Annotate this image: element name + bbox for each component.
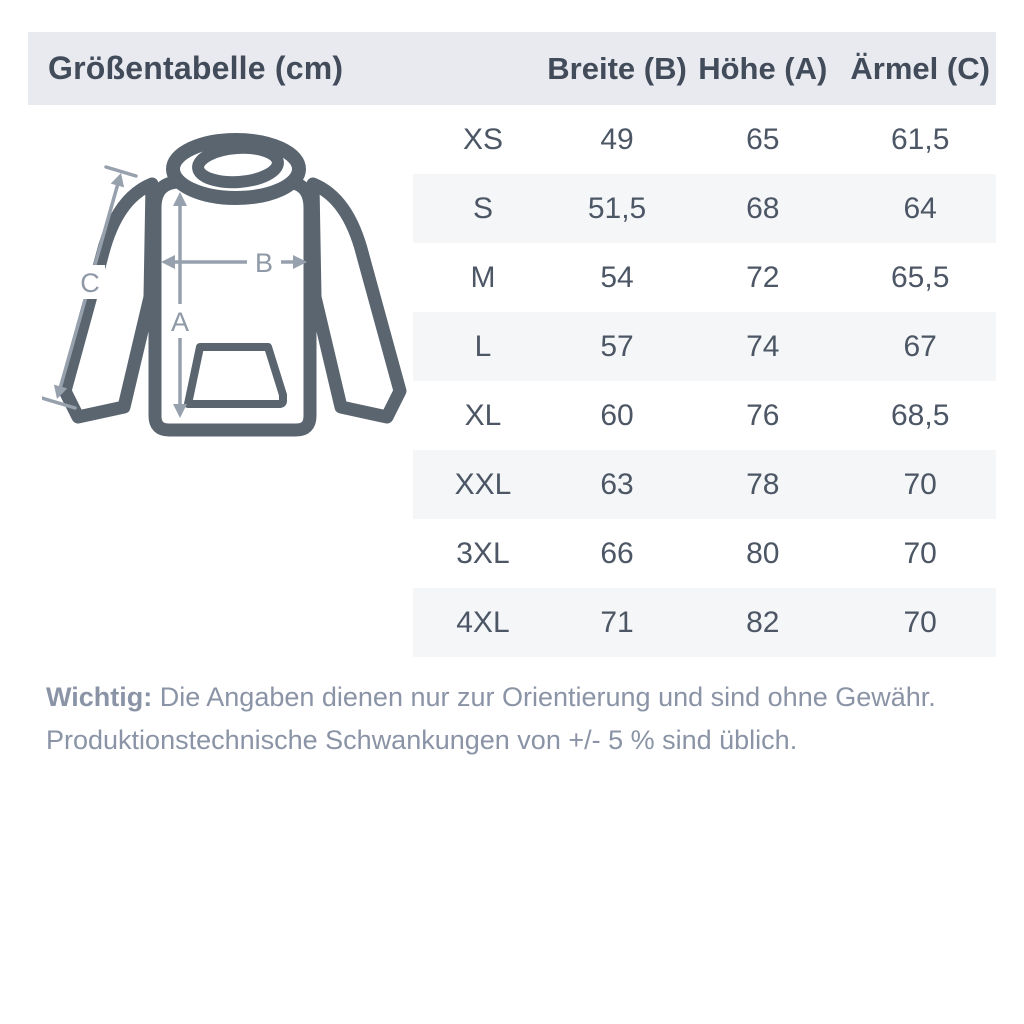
breite-value: 57: [600, 329, 634, 363]
hoehe-value: 65: [746, 122, 780, 156]
size-chart-header-band: [28, 32, 996, 105]
table-row-xs: [413, 105, 996, 174]
hoehe-value: 68: [746, 191, 780, 225]
breite-value: 49: [600, 122, 634, 156]
disclaimer-note: [46, 676, 986, 761]
table-row-s: [413, 174, 996, 243]
aermel-value: 64: [903, 191, 937, 225]
size-label: XXL: [454, 467, 512, 501]
hoehe-value: 74: [746, 329, 780, 363]
breite-value: 60: [600, 398, 634, 432]
disclaimer-line2: Produktionstechnische Schwankungen von +/- 5 % sind üblich.: [46, 724, 798, 755]
column-header-aermel: Ärmel (C): [850, 50, 990, 86]
hoodie-pocket: [188, 347, 283, 404]
table-row-xxl: [413, 450, 996, 519]
breite-value: 66: [600, 536, 634, 570]
column-headers: [413, 32, 996, 105]
page-title: Größentabelle (cm): [48, 50, 344, 86]
aermel-value: 65,5: [890, 260, 950, 294]
dimension-label-b: B: [254, 248, 274, 278]
size-label: XS: [462, 122, 503, 156]
column-header-breite: Breite (B): [547, 50, 687, 86]
hoehe-value: 82: [746, 605, 780, 639]
disclaimer-line1: Die Angaben dienen nur zur Orientierung und sind ohne Gewähr.: [159, 682, 936, 712]
aermel-value: 67: [903, 329, 937, 363]
table-row-m: [413, 243, 996, 312]
aermel-value: 70: [903, 467, 937, 501]
column-header-hoehe: Höhe (A): [698, 50, 828, 86]
aermel-value: 68,5: [890, 398, 950, 432]
disclaimer-label: Wichtig:: [46, 682, 153, 712]
size-label: 3XL: [456, 536, 510, 570]
hoehe-value: 72: [746, 260, 780, 294]
hoehe-value: 78: [746, 467, 780, 501]
table-row-xl: [413, 381, 996, 450]
dimension-label-c: C: [80, 268, 100, 298]
hoodie-right-sleeve: [313, 184, 400, 417]
size-column-spacer: [413, 32, 553, 105]
size-label: 4XL: [456, 605, 510, 639]
aermel-value: 70: [903, 605, 937, 639]
table-row-4xl: [413, 588, 996, 657]
breite-value: 54: [600, 260, 634, 294]
breite-value: 63: [600, 467, 634, 501]
size-table: [413, 105, 996, 657]
aermel-value: 61,5: [890, 122, 950, 156]
breite-value: 51,5: [587, 191, 647, 225]
hood-inner-ring: [197, 145, 279, 184]
size-label: XL: [464, 398, 502, 432]
table-row-3xl: [413, 519, 996, 588]
breite-value: 71: [600, 605, 634, 639]
size-label: S: [472, 191, 493, 225]
arrowhead-c-top: [111, 173, 124, 187]
aermel-value: 70: [903, 536, 937, 570]
table-row-l: [413, 312, 996, 381]
hoehe-value: 76: [746, 398, 780, 432]
hoodie-measurement-illustration: [42, 120, 414, 465]
hoehe-value: 80: [746, 536, 780, 570]
size-label: L: [474, 329, 492, 363]
size-label: M: [470, 260, 496, 294]
dimension-label-a: A: [170, 307, 190, 337]
